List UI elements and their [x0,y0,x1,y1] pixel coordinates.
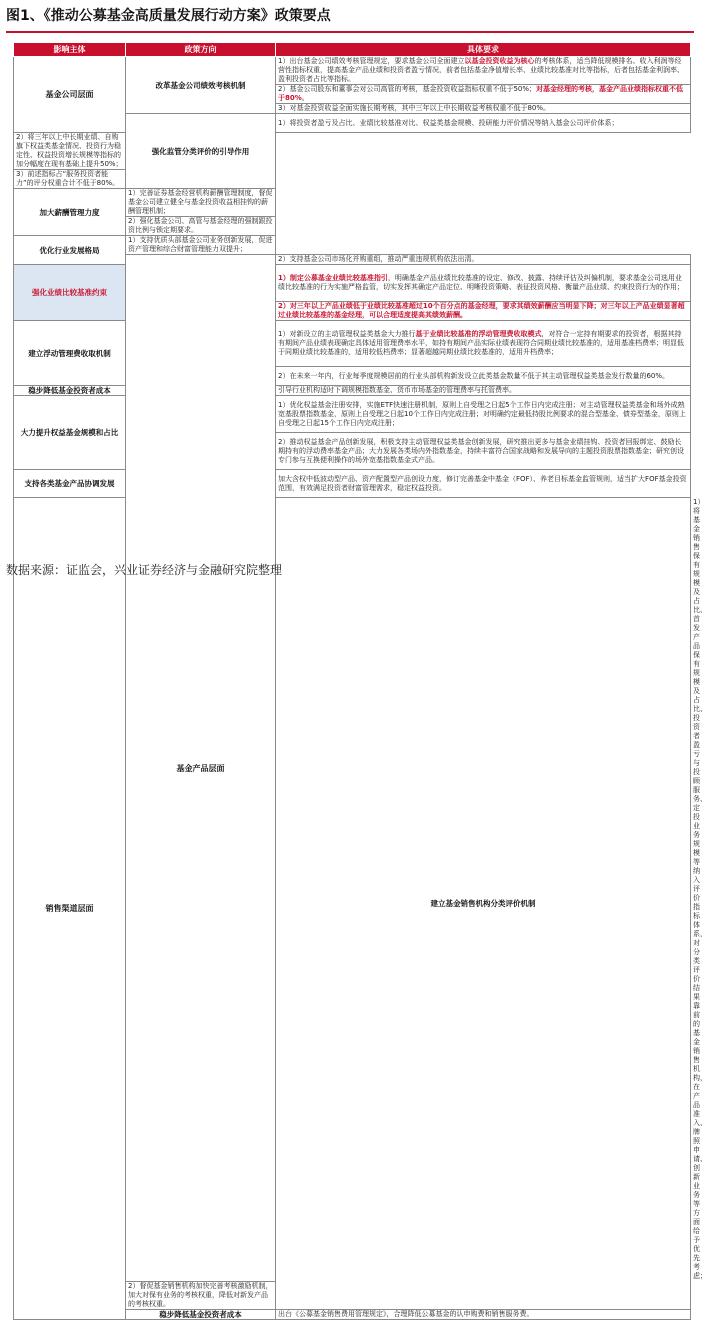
direction-cell: 建立浮动管理费收取机制 [14,321,126,386]
direction-cell: 加大薪酬管理力度 [14,189,126,236]
data-source-note: 数据来源：证监会，兴业证券经济与金融研究院整理 [6,563,283,577]
header-requirement: 具体要求 [276,43,691,57]
requirement-cell: 1）支持优质头部基金公司业务创新发展，促进资产管理和综合财富管理能力双提升； [126,236,276,255]
direction-cell: 稳步降低基金投资者成本 [14,386,126,396]
requirement-cell: 2）强化基金公司、高管与基金经理的强制跟投资比例与锁定期要求。 [126,217,276,236]
requirement-cell: 加大含权中低波动型产品、资产配置型产品创设力度，修订完善基金中基金（FOF）、养老目标基金监管规则，适当扩大FOF基金投资范围，有效满足投资者财富管理需求，稳定权益投资。 [276,470,691,498]
requirement-cell: 3）对基金投资收益全面实施长期考核，其中三年以上中长期收益考核权重不低于80%。 [276,104,691,114]
requirement-cell: 1）优化权益基金注册安排，实施ETF快速注册机制，原则上自受理之日起5个工作日内完成注册；对主动管理权益类基金和场外成熟宽基股票指数基金，原则上自受理之日起10个工作日内完成注册；对明确约定最低持股比例要求的混合型基金、债券型基金，原则上自受理之日起15个工作日内完成注册； [276,396,691,433]
requirement-cell: 2）督促基金销售机构加快完善考核激励机制，加大对保有业务的考核权重，降低对新发产品的考核权重。 [126,1282,276,1310]
table-row [14,470,691,498]
requirement-cell: 2）基金公司股东和董事会对公司高管的考核，基金投资收益指标权重不低于50%；对基金经理的考核，基金产品业绩指标权重不低于80%。 [276,85,691,104]
direction-cell: 大力提升权益基金规模和占比 [14,396,126,470]
requirement-cell: 1）完善证券基金经营机构薪酬管理制度，督促基金公司建立健全与基金投资收益相挂钩的薪酬管理机制； [126,189,276,217]
direction-cell: 建立基金销售机构分类评价机制 [276,498,691,1310]
table-row [14,133,691,170]
direction-cell: 优化行业发展格局 [14,236,126,265]
direction-cell: 稳步降低基金投资者成本 [126,1310,276,1320]
requirement-cell: 3）前述指标占“服务投资者能力”的评分权重合计不低于80%。 [14,170,126,189]
table-row [14,265,691,302]
requirement-cell: 2）对三年以上产品业绩低于业绩比较基准超过10个百分点的基金经理，要求其绩效薪酬应当明显下降；对三年以上产品业绩显著超过业绩比较基准的基金经理，可以合理适度提高其绩效薪酬。 [276,302,691,321]
requirement-cell: 出台《公募基金销售费用管理规定》，合理降低公募基金的认申购费和销售服务费。 [276,1310,691,1320]
requirement-cell: 2）支持基金公司市场化并购重组，推动严重违规机构依法出清。 [276,255,691,265]
requirement-cell: 2）在未来一年内，行业每季度规模居前的行业头部机构新发设立此类基金数量不低于其主动管理权益类基金发行数量的60%。 [276,367,691,386]
requirement-cell: 引导行业机构适时下调规模指数基金、货币市场基金的管理费率与托管费率。 [276,386,691,396]
direction-cell: 强化业绩比较基准约束 [14,265,126,321]
requirement-cell: 2）推动权益基金产品创新发展，积极支持主动管理权益类基金创新发展，研究推出更多与基金业绩挂钩、投资者回报绑定、鼓励长期持有的浮动费率基金产品；大力发展各类场内外指数基金，持续丰富符合国家战略和发展导向的主题投资股票指数基金；研究创设专门参与互换便利操作的场外宽基指数基金式产品。 [276,433,691,470]
requirement-cell: 1）对新设立的主动管理权益类基金大力推行基于业绩比较基准的浮动管理费收取模式，对符合一定持有期要求的投资者，根据其持有期间产品业绩表现确定具体适用管理费率水平，如持有期间产品实际业绩表现符合同期业绩比较基准的，适用基准档费率；明显低于同期业绩比较基准的，适用较低档费率；显著超越同期业绩比较基准的，适用升档费率； [276,321,691,367]
subject-cell-fund-product: 基金产品层面 [126,255,276,1282]
direction-cell: 支持各类基金产品协调发展 [14,470,126,498]
header-subject: 影响主体 [14,43,126,57]
header-direction: 政策方向 [126,43,276,57]
table-row [14,236,691,255]
requirement-cell: 1）出台基金公司绩效考核管理规定，要求基金公司全面建立以基金投资收益为核心的考核体系，适当降低规模排名、收入利润等经营性指标权重，提高基金产品业绩和投资者盈亏情况，前者包括基金净值增长率、业绩比较基准对比等指标，后者包括基金利润率、盈利投资者占比等指标。 [276,57,691,85]
subject-cell-sales-channel: 销售渠道层面 [14,498,126,1320]
title-divider [6,31,694,33]
requirement-cell: 1）制定公募基金业绩比较基准指引，明确基金产品业绩比较基准的设定、修改、披露、持续评估及纠偏机制，要求基金公司选用业绩比较基准的行为实施严格监管，切实发挥其确定产品定位、明晰投资策略、表征投资风格、衡量产品业绩、约束投资行为的作用； [276,265,691,302]
requirement-cell: 1）将投资者盈亏及占比、业绩比较基准对比、权益类基金规模、投研能力评价情况等纳入基金公司评价体系； [276,114,691,133]
table-row [14,321,691,367]
table-row [14,57,691,85]
direction-cell: 强化监管分类评价的引导作用 [126,114,276,189]
subject-cell-fund-company: 基金公司层面 [14,57,126,133]
figure-title: 图1、《推动公募基金高质量发展行动方案》政策要点 [6,8,331,24]
table-row: 销售渠道层面 建立基金销售机构分类评价机制 1）将基金销售保有规模及占比、首发产品保有规模及占比、投资者盈亏与投顾服务、定投业务规模等纳入评价指标体系，对分类评价结果靠前的基金销售机构，在产品准入、牌照申请、创新业务等方面给予优先考虑； [14,498,691,1282]
table-header-row [14,43,691,57]
table-row [14,386,691,396]
requirement-cell: 2）将三年以上中长期业绩、自购旗下权益类基金情况、投资行为稳定性、权益投资增长规模等指标的加分幅度在现有基础上提升50%； [14,133,126,170]
policy-table [13,42,707,1320]
table-row [14,189,691,217]
table-row [14,396,691,433]
direction-cell: 改革基金公司绩效考核机制 [126,57,276,114]
table-row [14,170,691,189]
